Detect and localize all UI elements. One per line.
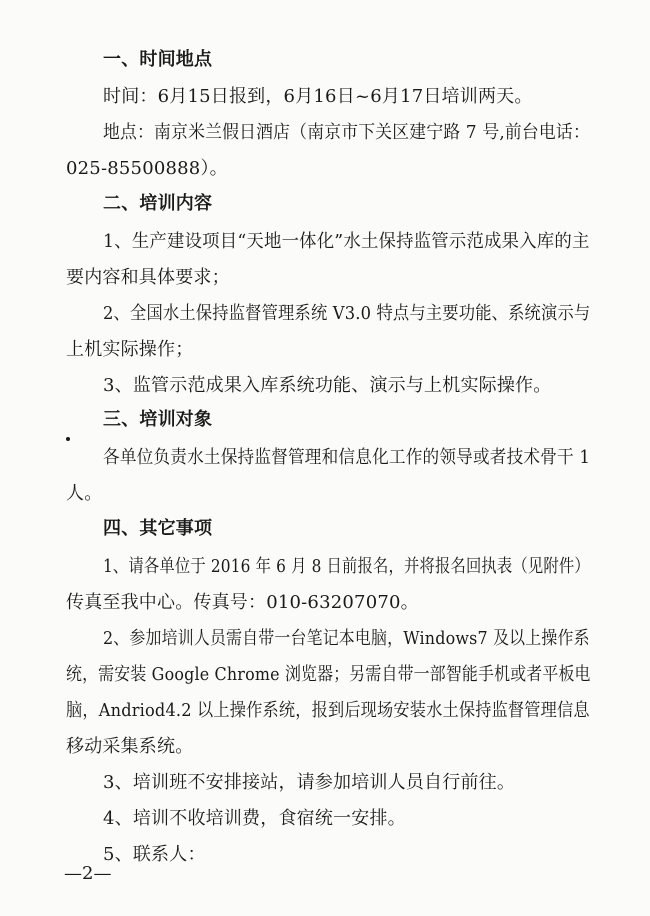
bullet-mark: [66, 437, 70, 441]
page-number: —2—: [64, 863, 112, 884]
section-heading-time-location: 一、时间地点: [103, 49, 213, 70]
paragraph-line: 3、培训班不安排接站，请参加培训人员自行前往。: [103, 772, 516, 793]
paragraph-line: 4、培训不收培训费，食宿统一安排。: [103, 808, 406, 829]
section-heading-other-matters: 四、其它事项: [103, 518, 213, 539]
paragraph-line: 移动采集系统。: [66, 736, 194, 757]
section-heading-training-content: 二、培训内容: [103, 193, 213, 214]
paragraph-line: 人。: [66, 483, 103, 504]
paragraph-line: 地点：南京米兰假日酒店（南京市下关区建宁路 7 号,前台电话：: [103, 122, 590, 143]
paragraph-line: 025-85500888）。: [66, 158, 228, 179]
paragraph-line: 2、参加培训人员需自带一台笔记本电脑，Windows7 及以上操作系: [103, 628, 590, 649]
paragraph-line: 传真至我中心。传真号：010-63207070。: [66, 592, 419, 613]
paragraph-line: 脑，Andriod4.2 以上操作系统，报到后现场安装水土保持监督管理信息: [66, 700, 590, 721]
paragraph-line: 各单位负责水土保持监督管理和信息化工作的领导或者技术骨干 1: [103, 447, 591, 468]
paragraph-line: 2、全国水土保持监督管理系统 V3.0 特点与主要功能、系统演示与: [103, 303, 591, 324]
paragraph-line: 1、生产建设项目“天地一体化”水土保持监管示范成果入库的主: [103, 231, 590, 252]
paragraph-line: 统，需安装 Google Chrome 浏览器；另需自带一部智能手机或者平板电: [66, 664, 591, 685]
section-heading-training-audience: 三、培训对象: [103, 409, 213, 430]
paragraph-line: 5、联系人：: [103, 844, 206, 865]
paragraph-line: 3、监管示范成果入库系统功能、演示与上机实际操作。: [103, 375, 552, 396]
paragraph-line: 1、请各单位于 2016 年 6 月 8 日前报名，并将报名回执表（见附件）: [103, 556, 590, 577]
paragraph-line: 要内容和具体要求；: [66, 267, 230, 288]
paragraph-line: 上机实际操作；: [66, 339, 194, 360]
paragraph-line: 时间：6月15日报到，6月16日~6月17日培训两天。: [103, 86, 533, 107]
